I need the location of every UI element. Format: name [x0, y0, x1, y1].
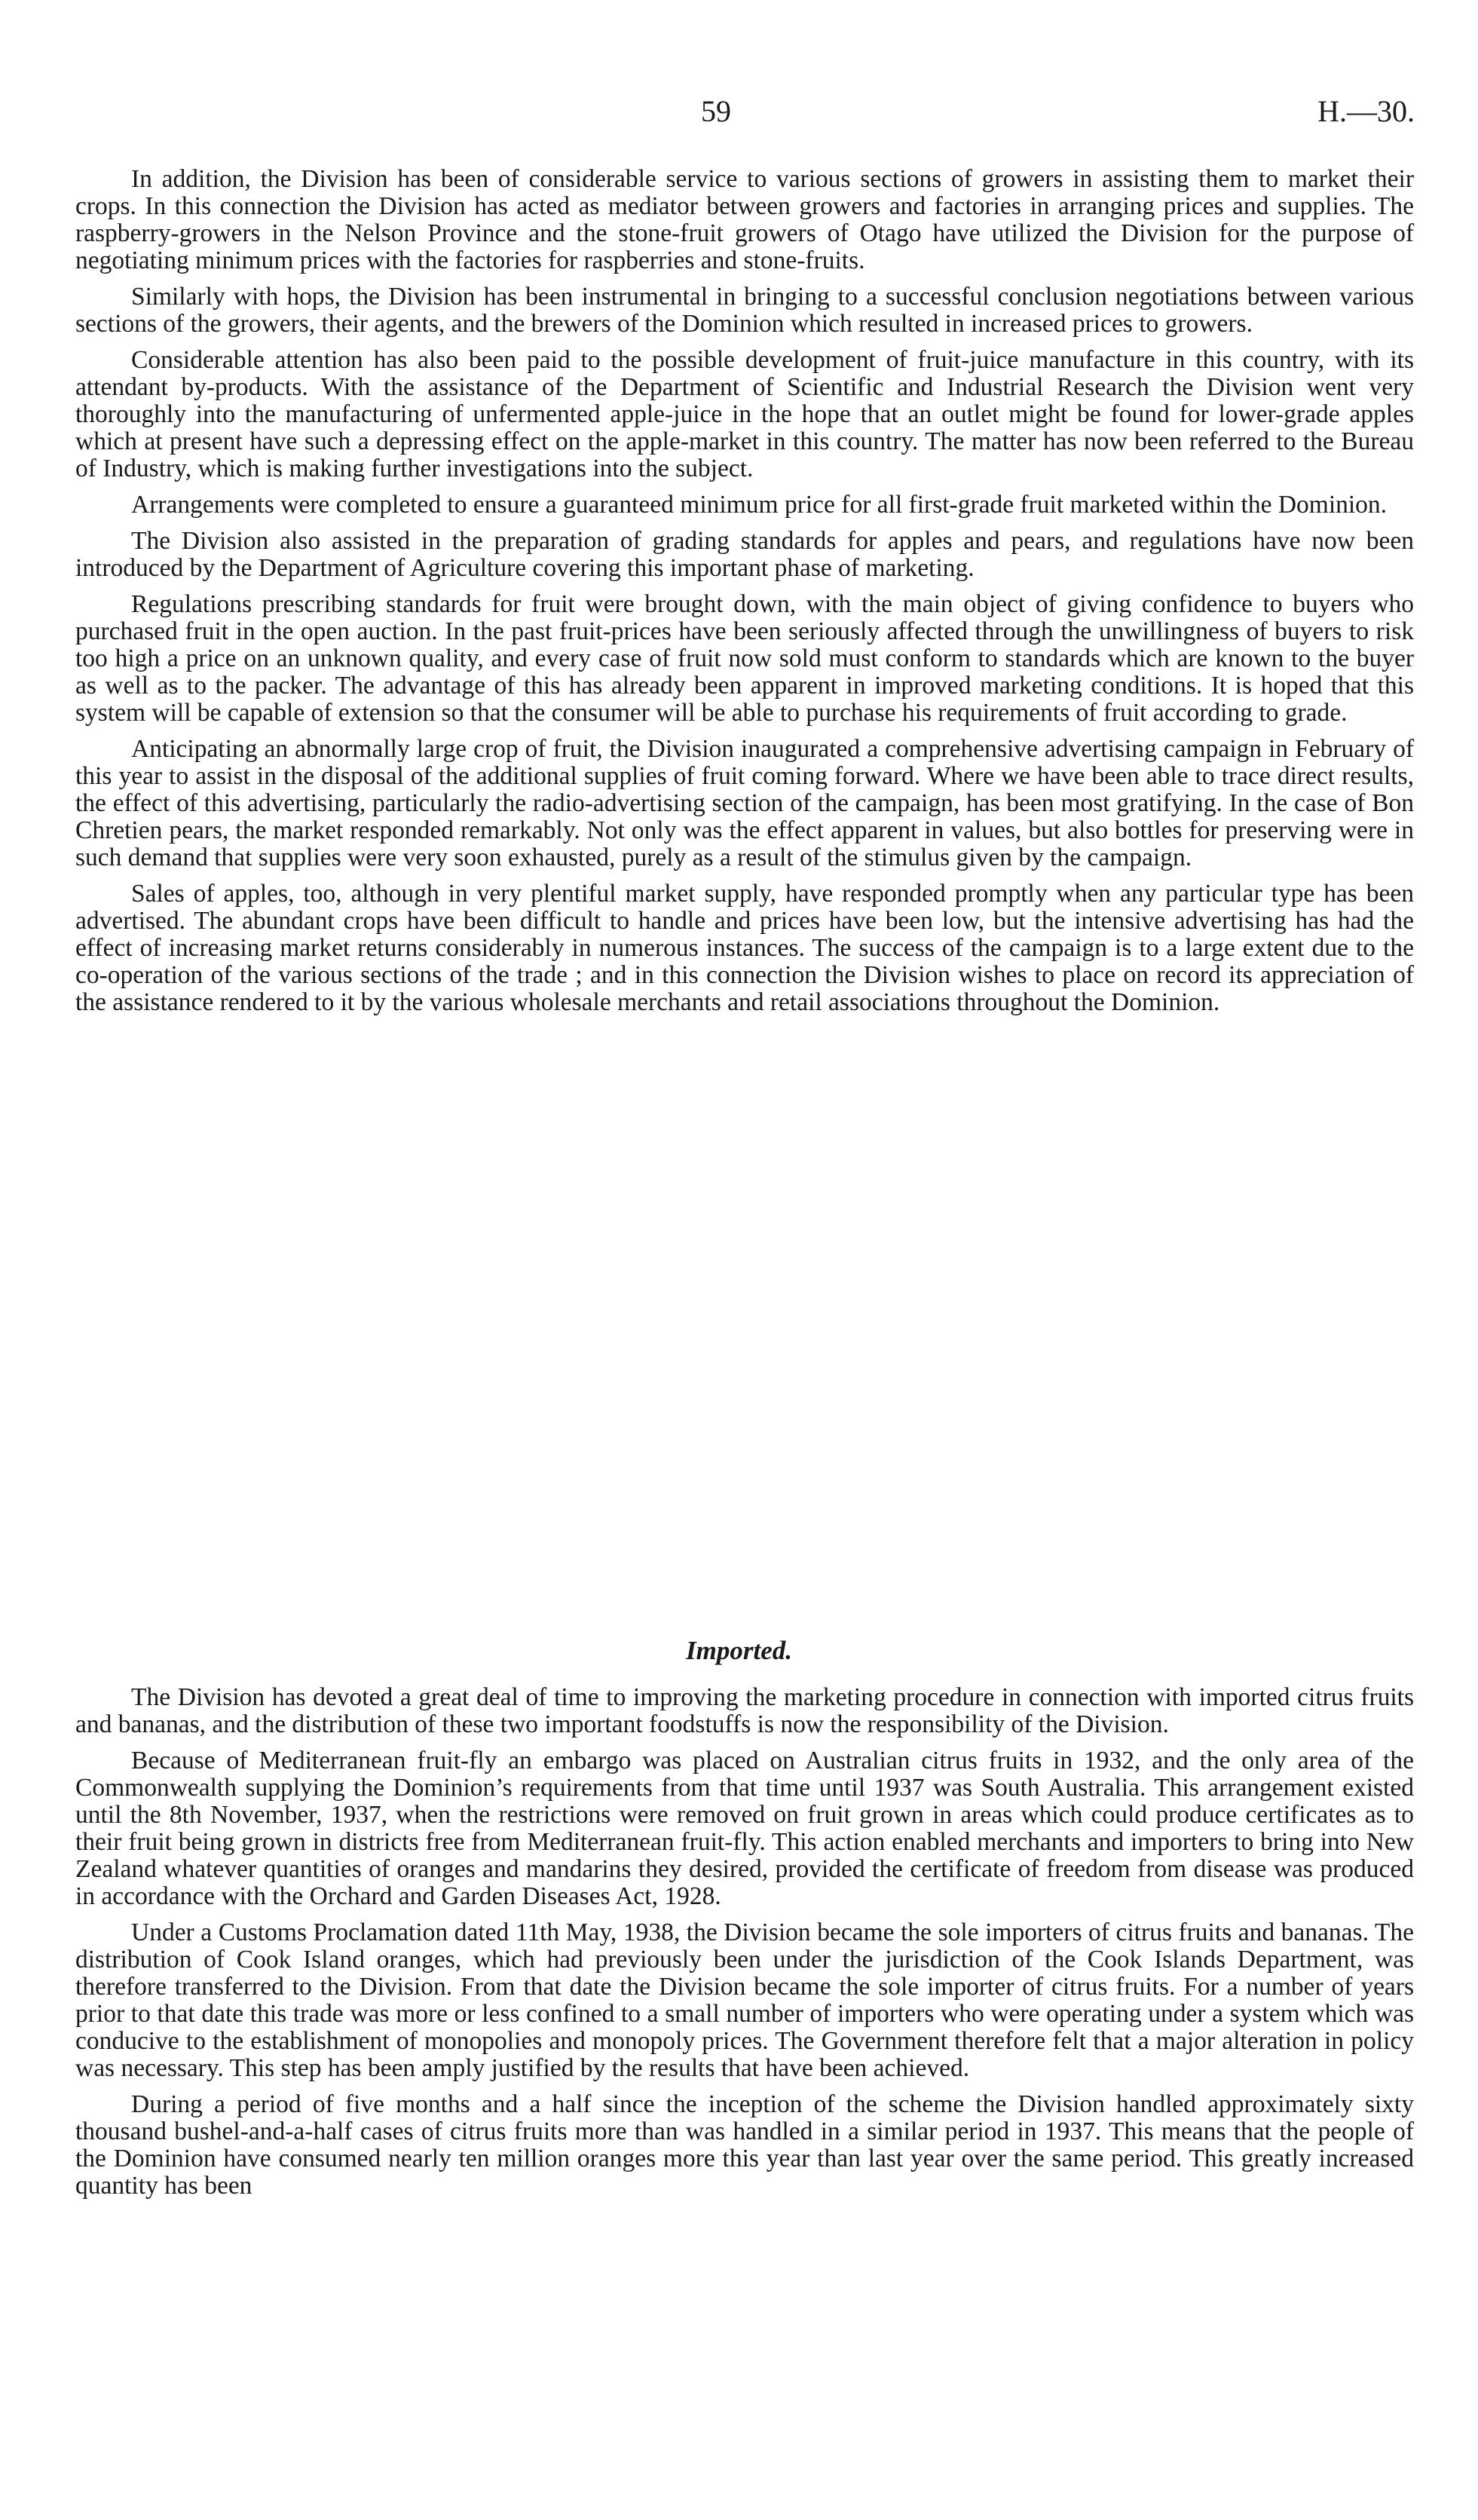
paragraph: Considerable attention has also been paid to the possible development of fruit-juice manufacture in this country, with its attendant by-products. With the assistance of the Department of Scientific and Industrial Research the Division went very thoroughly into the manufacturing of unfermented apple-juice in the hope that an outlet might be found for lower-grade apples which at present have such a depressing effect on the apple-market in this country. The matter has now been referred to the Bureau of Industry, which is making further investigations into the subject. [75, 346, 1414, 482]
paragraph: Because of Mediterranean fruit-fly an embargo was placed on Australian citrus fruits in 1932, and the only area of the Commonwealth supplying the Dominion’s requirements from that time until 1937 was South Australia. This arrangement existed until the 8th November, 1937, when the restrictions were removed on fruit grown in areas which could produce certificates as to their fruit being grown in districts free from Mediterranean fruit-fly. This action enabled merchants and importers to bring into New Zealand whatever quantities of oranges and mandarins they desired, provided the certificate of freedom from disease was produced in accordance with the Orchard and Garden Diseases Act, 1928. [75, 1747, 1414, 1910]
paragraph: During a period of five months and a half since the inception of the scheme the Division handled approximately sixty thousand bushel-and-a-half cases of citrus fruits more than was handled in a similar period in 1937. This means that the people of the Dominion have consumed nearly ten million oranges more this year than last year over the same period. This greatly increased quantity has been [75, 2090, 1414, 2200]
paragraph: Similarly with hops, the Division has been instrumental in bringing to a successful conclusion negotiations between various sections of the growers, their agents, and the brewers of the Dominion which resulted in increased prices to growers. [75, 283, 1414, 338]
paragraph: Anticipating an abnormally large crop of fruit, the Division inaugurated a comprehensive advertising campaign in February of this year to assist in the disposal of the additional supplies of fruit coming forward. Where we have been able to trace direct results, the effect of this advertising, particularly the radio-advertising section of the campaign, has been most gratifying. In the case of Bon Chretien pears, the market responded remarkably. Not only was the effect apparent in values, but also bottles for preserving were in such demand that supplies were very soon exhausted, purely as a result of the stimulus given by the campaign. [75, 735, 1414, 871]
section-heading-imported: Imported. [686, 1636, 792, 1665]
paragraph: Under a Customs Proclamation dated 11th May, 1938, the Division became the sole importers of citrus fruits and bananas. The distribution of Cook Island oranges, which had previously been under the jurisdiction of the Cook Islands Department, was therefore transferred to the Division. From that date the Division became the sole importer of citrus fruits. For a number of years prior to that date this trade was more or less confined to a small number of importers who were operating under a system which was conducive to the establishment of monopolies and monopoly prices. The Government therefore felt that a major alteration in policy was necessary. This step has been amply justified by the results that have been achieved. [75, 1918, 1414, 2082]
paragraph: Sales of apples, too, although in very plentiful market supply, have responded promptly when any particular type has been advertised. The abundant crops have been difficult to handle and prices have been low, but the intensive advertising has had the effect of increasing market returns considerably in numerous instances. The success of the campaign is to a large extent due to the co-operation of the various sections of the trade ; and in this connection the Division wishes to place on record its appreciation of the assistance rendered to it by the various wholesale merchants and retail associations throughout the Dominion. [75, 880, 1414, 1016]
page-header [0, 89, 1478, 134]
paragraph: The Division has devoted a great deal of time to improving the marketing procedure in connection with imported citrus fruits and bananas, and the distribution of these two important foodstuffs is now the responsibility of the Division. [75, 1683, 1414, 1738]
imported-section [75, 1684, 1414, 2209]
paragraph: The Division also assisted in the preparation of grading standards for apples and pears, and regulations have now been introduced by the Department of Agriculture covering this important phase of marketing. [75, 527, 1414, 582]
paragraph: Arrangements were completed to ensure a guaranteed minimum price for all first-grade fruit marketed within the Dominion. [131, 491, 1388, 519]
page-number: 59 [701, 94, 731, 128]
paragraph: In addition, the Division has been of considerable service to various sections of growers in assisting them to market their crops. In this connection the Division has acted as mediator between growers and factories in arranging prices and supplies. The raspberry-growers in the Nelson Province and the stone-fruit growers of Otago have utilized the Division for the purpose of negotiating minimum prices with the factories for raspberries and stone-fruits. [75, 165, 1414, 274]
document-reference: H.—30. [1317, 94, 1415, 128]
domestic-section [75, 166, 1414, 1025]
paragraph: Regulations prescribing standards for fruit were brought down, with the main object of giving confidence to buyers who purchased fruit in the open auction. In the past fruit-prices have been seriously affected through the unwillingness of buyers to risk too high a price on an unknown quality, and every case of fruit now sold must conform to standards which are known to the buyer as well as to the packer. The advantage of this has already been apparent in improved marketing conditions. It is hoped that this system will be capable of extension so that the consumer will be able to purchase his requirements of fruit according to grade. [75, 590, 1414, 727]
